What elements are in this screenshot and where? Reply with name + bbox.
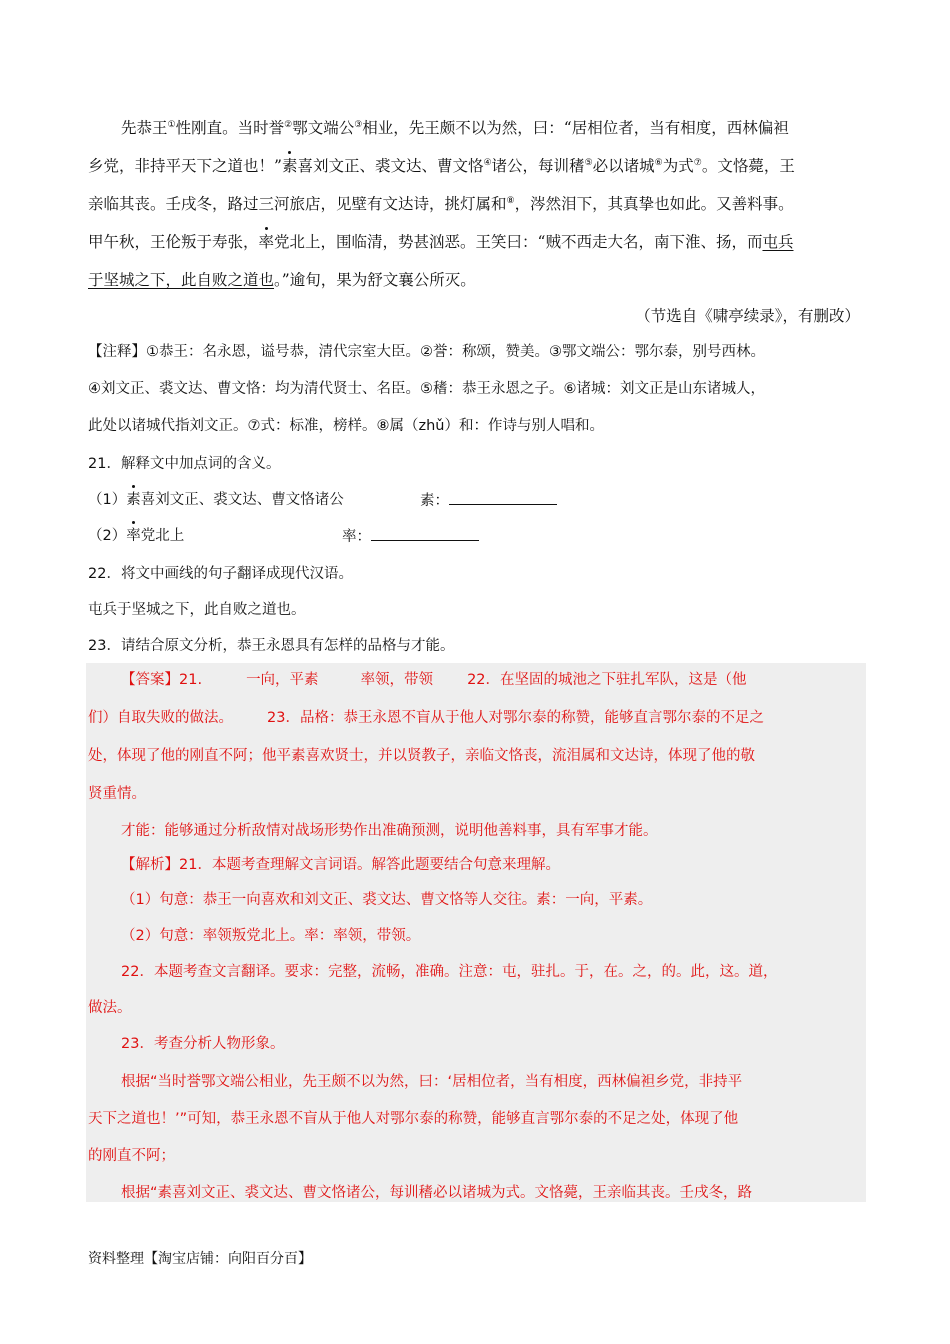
note-line: ④刘文正、裘文达、曹文恪：均为清代贤士、名臣。⑤䅲：恭王永恩之子。⑥诸城：刘文正是山东诸城人，	[88, 381, 765, 397]
analysis-line: 做法。	[88, 1000, 132, 1016]
answer-line: 【答案】21. 一向，平素 率领，带领 22．在坚固的城池之下驻扎军队，这是（他	[121, 672, 747, 688]
answer-line: 贤重情。	[88, 786, 146, 802]
page-footer: 资料整理【淘宝店铺：向阳百分百】	[88, 1251, 312, 1267]
passage-source: （节选自《啸亭续录》，有删改）	[635, 307, 860, 325]
note-line: 此处以诸城代指刘文正。⑦式：标准，榜样。⑧属（zhǔ）和：作诗与别人唱和。	[88, 418, 604, 434]
analysis-line: 天下之道也！’”可知，恭王永恩不盲从于他人对鄂尔泰的称赞，能够直言鄂尔泰的不足之处，体现了他	[88, 1111, 739, 1127]
question-22-sentence: 屯兵于坚城之下，此自败之道也。	[88, 602, 306, 618]
answer-blank-2: 率：	[342, 526, 479, 547]
underlined-sentence: 屯兵	[762, 233, 794, 251]
analysis-line: 23．考查分析人物形象。	[121, 1036, 285, 1052]
passage-line: 甲午秋，王伦叛于寿张，率党北上，围临清，势甚汹恶。王笑曰：“贼不西走大名，南下淮、扬，而屯兵	[88, 233, 794, 251]
answer-line: 处，体现了他的刚直不阿；他平素喜欢贤士，并以贤教子，亲临文恪丧，流泪属和文达诗，体现了他的敬	[88, 748, 755, 764]
analysis-line: 根据“素喜刘文正、裘文达、曹文恪诸公，每训䅲必以诸城为式。文恪薨，王亲临其丧。壬戌冬，路	[121, 1185, 753, 1201]
question-21-2: （2）率党北上	[88, 528, 185, 544]
analysis-line: 22．本题考查文言翻译。要求：完整，流畅，准确。注意：屯，驻扎。于，在。之，的。此，这。道，	[121, 964, 778, 980]
question-23: 23．请结合原文分析，恭王永恩具有怎样的品格与才能。	[88, 638, 455, 654]
analysis-line: 的刚直不阿；	[88, 1148, 175, 1164]
passage-line: 亲临其丧。壬戌冬，路过三河旅店，见壁有文达诗，挑灯属和⑧，涔然泪下，其真挚也如此。又善料事。	[88, 195, 794, 213]
question-22: 22．将文中画线的句子翻译成现代汉语。	[88, 566, 353, 582]
question-21: 21．解释文中加点词的含义。	[88, 456, 281, 472]
answer-line: 才能：能够通过分析敌情对战场形势作出准确预测，说明他善料事，具有军事才能。	[121, 823, 658, 839]
answer-blank-1: 素：	[420, 490, 557, 511]
note-line: 【注释】①恭王：名永恩，谥号恭，清代宗室大臣。②誉：称颂，赞美。③鄂文端公：鄂尔泰，别号西林。	[88, 344, 765, 360]
underlined-sentence: 于坚城之下，此自败之道也	[88, 271, 275, 289]
analysis-line: 根据“当时誉鄂文端公相业，先王颇不以为然，曰：‘居相位者，当有相度，西林偏袒乡党，非持平	[121, 1074, 743, 1090]
dotted-word: 率	[258, 233, 275, 251]
question-21-1: （1）素喜刘文正、裘文达、曹文恪诸公	[88, 492, 344, 508]
dotted-word: 率	[126, 528, 141, 544]
passage-line: 于坚城之下，此自败之道也。”逾旬，果为舒文襄公所灭。	[88, 271, 476, 289]
dotted-word: 素	[281, 157, 298, 175]
analysis-line: 【解析】21．本题考查理解文言词语。解答此题要结合句意来理解。	[121, 857, 560, 873]
blank-line	[449, 490, 557, 505]
analysis-line: （1）句意：恭王一向喜欢和刘文正、裘文达、曹文恪等人交往。素：一向，平素。	[121, 892, 653, 908]
analysis-line: （2）句意：率领叛党北上。率：率领，带领。	[121, 928, 421, 944]
answer-line: 们）自取失败的做法。 23．品格：恭王永恩不盲从于他人对鄂尔泰的称赞，能够直言鄂尔泰的不足之	[88, 710, 764, 726]
blank-line	[371, 526, 479, 541]
passage-line: 乡党，非持平天下之道也！”素喜刘文正、裘文达、曹文恪④诸公，每训䅲⑤必以诸城⑥为式⑦。文恪薨，王	[88, 157, 795, 175]
dotted-word: 素	[126, 492, 141, 508]
pinyin: zhǔ	[418, 418, 445, 434]
passage-line: 先恭王①性刚直。当时誉②鄂文端公③相业，先王颇不以为然，曰：“居相位者，当有相度，西林偏袒	[121, 119, 789, 137]
